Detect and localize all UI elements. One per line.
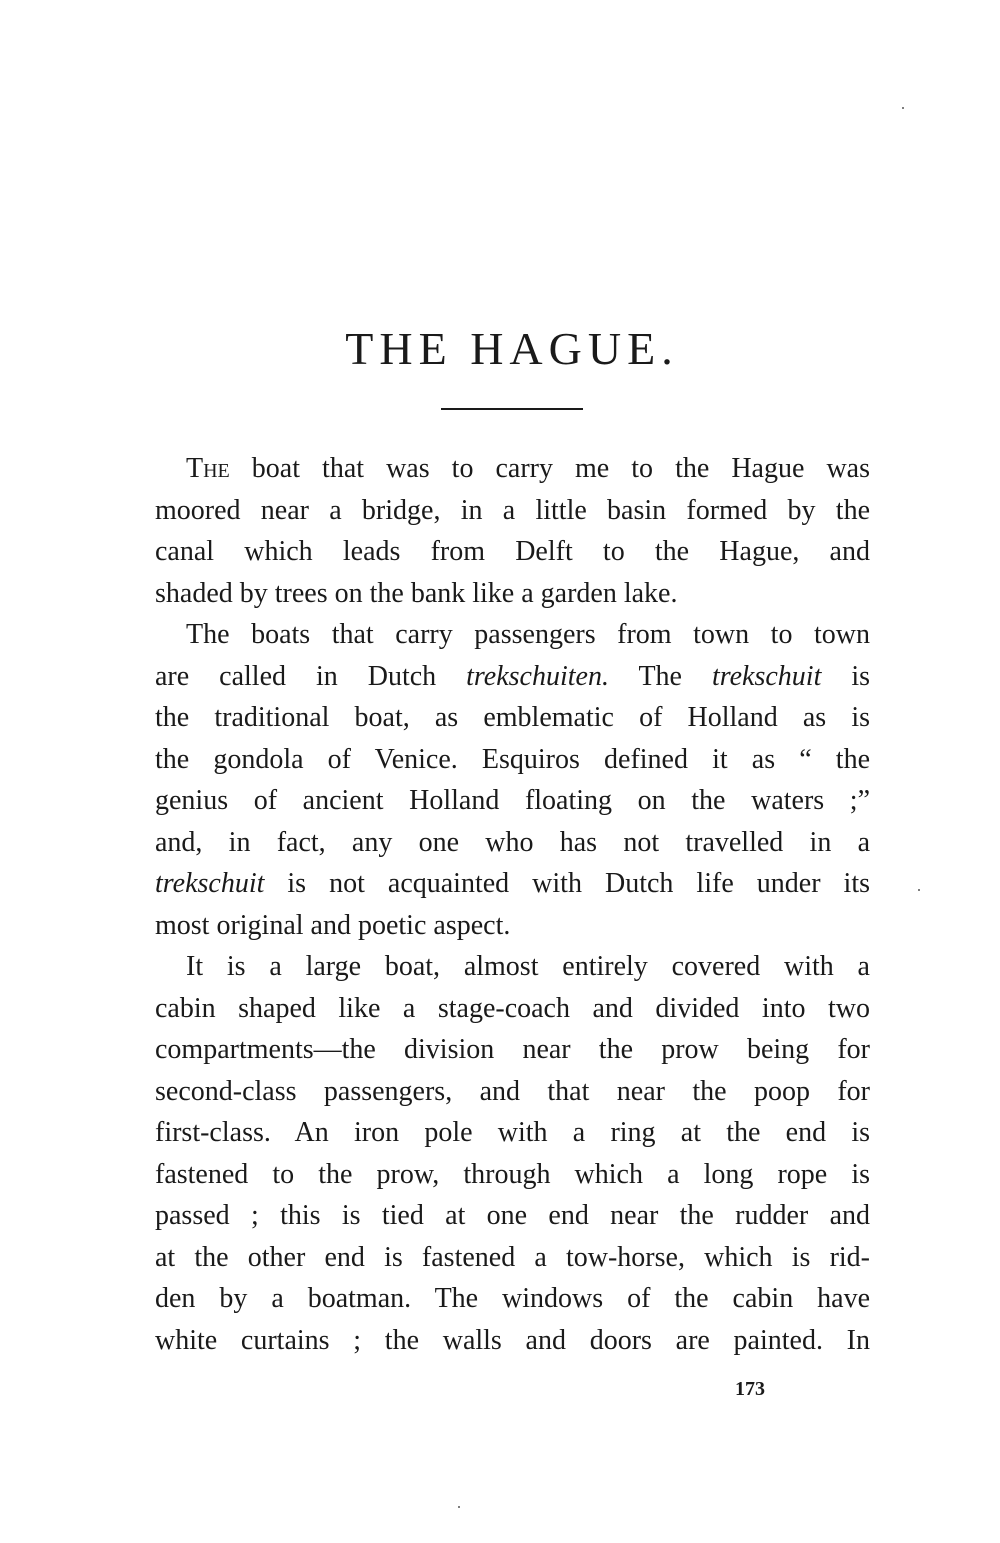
text-line: cabin shaped like a stage-coach and divided into two: [155, 992, 870, 1024]
text-line: canal which leads from Delft to the Hague, and: [155, 536, 870, 567]
text-line: The boat that was to carry me to the Hague was: [186, 453, 870, 484]
text-line: moored near a bridge, in a little basin formed by the: [155, 494, 870, 526]
text-line: first-class. An iron pole with a ring at the end is: [155, 1117, 870, 1148]
text-line: most original and poetic aspect.: [155, 909, 511, 941]
text-line: second-class passengers, and that near the poop for: [155, 1075, 870, 1107]
title-rule: [441, 408, 583, 410]
paper-speck: [918, 889, 920, 891]
drop-word: The: [186, 453, 230, 484]
text-line: fastened to the prow, through which a long rope is: [155, 1158, 870, 1190]
text-line: It is a large boat, almost entirely covered with a: [186, 951, 870, 982]
page-number: 173: [735, 1378, 765, 1400]
text-line: The boats that carry passengers from town to town: [186, 619, 870, 650]
text-line: trekschuit is not acquainted with Dutch life under its: [155, 868, 870, 899]
paper-speck: [458, 1506, 460, 1508]
text-line: at the other end is fastened a tow-horse, which is rid-: [155, 1241, 870, 1273]
text-line: the traditional boat, as emblematic of Holland as is: [155, 702, 870, 733]
body-text: [155, 448, 870, 1361]
text-line: den by a boatman. The windows of the cabin have: [155, 1283, 870, 1314]
text-line: white curtains ; the walls and doors are painted. In: [155, 1324, 870, 1356]
text-line: shaded by trees on the bank like a garden lake.: [155, 577, 678, 609]
text-line: compartments—the division near the prow being for: [155, 1034, 870, 1065]
text-line: the gondola of Venice. Esquiros defined it as “ the: [155, 743, 870, 775]
text-line: passed ; this is tied at one end near the rudder and: [155, 1200, 870, 1231]
text-line: are called in Dutch trekschuiten. The trekschuit is: [155, 660, 870, 692]
paper-speck: [902, 107, 904, 109]
chapter-title: THE HAGUE.: [345, 323, 679, 374]
text-line: genius of ancient Holland floating on the waters ;”: [155, 785, 870, 816]
text-line: and, in fact, any one who has not travelled in a: [155, 826, 870, 858]
